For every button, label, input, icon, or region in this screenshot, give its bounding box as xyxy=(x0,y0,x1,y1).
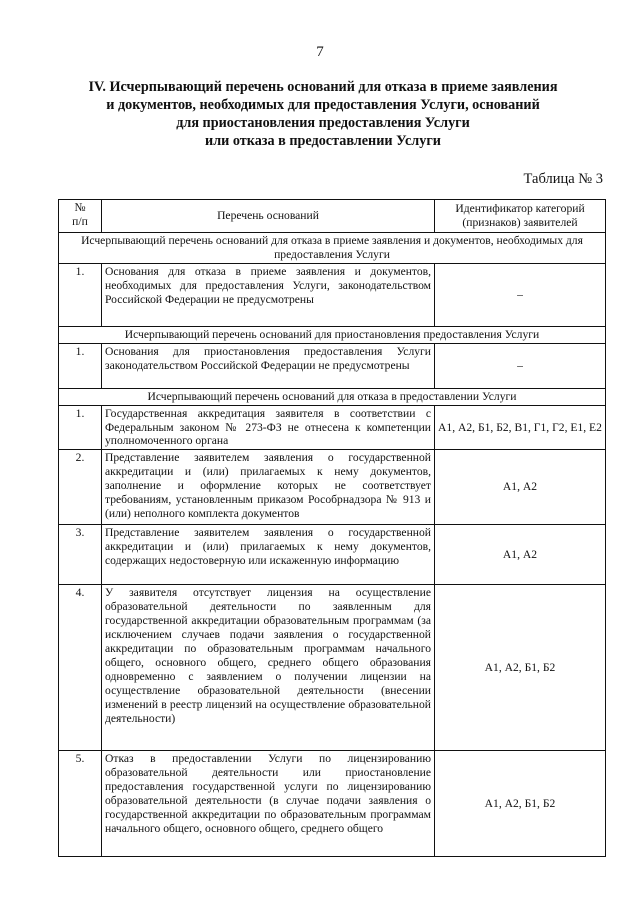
row-num: 1. xyxy=(59,405,102,450)
section-heading-row xyxy=(59,233,606,264)
row-reason: Представление заявителем заявления о государственной аккредитации и (или) прилагаемых к нему документов, содержащих недостоверную или искаженную информацию xyxy=(102,525,435,585)
row-ids: А1, А2 xyxy=(435,525,606,585)
row-num: 4. xyxy=(59,585,102,751)
table-row xyxy=(59,263,606,326)
row-ids: А1, А2, Б1, Б2, В1, Г1, Г2, Е1, Е2 xyxy=(435,405,606,450)
section-title xyxy=(40,78,606,150)
row-reason: Основания для отказа в приеме заявления и документов, необходимых для предоставления Услуги, законодательством Российской Федерации не предусмотрены xyxy=(102,263,435,326)
table-row xyxy=(59,343,606,388)
header-ids: Идентификатор категорий (признаков) заявителей xyxy=(435,200,606,233)
table-label: Таблица № 3 xyxy=(523,171,603,187)
title-line: IV. Исчерпывающий перечень оснований для отказа в приеме заявления xyxy=(88,79,558,95)
row-reason: У заявителя отсутствует лицензия на осуществление образовательной деятельности по заявленным для государственной аккредитации образовательным программам (за исключением случаев подачи заявления о государственной аккредитации по образовательным программам начального общего, основного общего, среднего общего образования одновременно с заявлением о получении лицензии на осуществление образовательной деятельности (внесении изменений в реестр лицензий на осуществление образовательной деятельности) xyxy=(102,585,435,751)
section-heading: Исчерпывающий перечень оснований для приостановления предоставления Услуги xyxy=(59,326,606,343)
table-row xyxy=(59,751,606,857)
row-num: 2. xyxy=(59,450,102,525)
title-line: для приостановления предоставления Услуги xyxy=(176,115,470,131)
table-row xyxy=(59,525,606,585)
title-line: и документов, необходимых для предоставления Услуги, оснований xyxy=(106,97,540,113)
section-heading-row xyxy=(59,388,606,405)
row-ids: А1, А2, Б1, Б2 xyxy=(435,751,606,857)
section-heading: Исчерпывающий перечень оснований для отказа в приеме заявления и документов, необходимых для предоставления Услуги xyxy=(59,233,606,264)
grounds-table xyxy=(58,199,606,857)
row-reason: Основания для приостановления предоставления Услуги законодательством Российской Федерации не предусмотрены xyxy=(102,343,435,388)
table-row xyxy=(59,405,606,450)
table-row xyxy=(59,450,606,525)
row-ids: А1, А2 xyxy=(435,450,606,525)
header-reasons: Перечень оснований xyxy=(102,200,435,233)
row-num: 3. xyxy=(59,525,102,585)
table-row xyxy=(59,585,606,751)
table-header-row xyxy=(59,200,606,233)
page-number: 7 xyxy=(316,44,324,60)
title-line: или отказа в предоставлении Услуги xyxy=(205,133,441,149)
row-ids: – xyxy=(435,343,606,388)
row-num: 1. xyxy=(59,343,102,388)
row-ids: – xyxy=(435,263,606,326)
section-heading-row xyxy=(59,326,606,343)
row-num: 5. xyxy=(59,751,102,857)
row-reason: Отказ в предоставлении Услуги по лицензированию образовательной деятельности или приостановление предоставления государственной услуги по лицензированию образовательной деятельности (в случае подачи заявления о государственной аккредитации по образовательным программам начального общего, основного общего, среднего общего xyxy=(102,751,435,857)
header-num: № п/п xyxy=(59,200,102,233)
section-heading: Исчерпывающий перечень оснований для отказа в предоставлении Услуги xyxy=(59,388,606,405)
row-ids: А1, А2, Б1, Б2 xyxy=(435,585,606,751)
row-reason: Государственная аккредитация заявителя в соответствии с Федеральным законом № 273-ФЗ не отнесена к компетенции уполномоченного органа xyxy=(102,405,435,450)
row-reason: Представление заявителем заявления о государственной аккредитации и (или) прилагаемых к нему документов, заполнение и оформление которых не соответствует требованиям, установленным приказом Рособрнадзора № 913 и (или) неполного комплекта документов xyxy=(102,450,435,525)
row-num: 1. xyxy=(59,263,102,326)
